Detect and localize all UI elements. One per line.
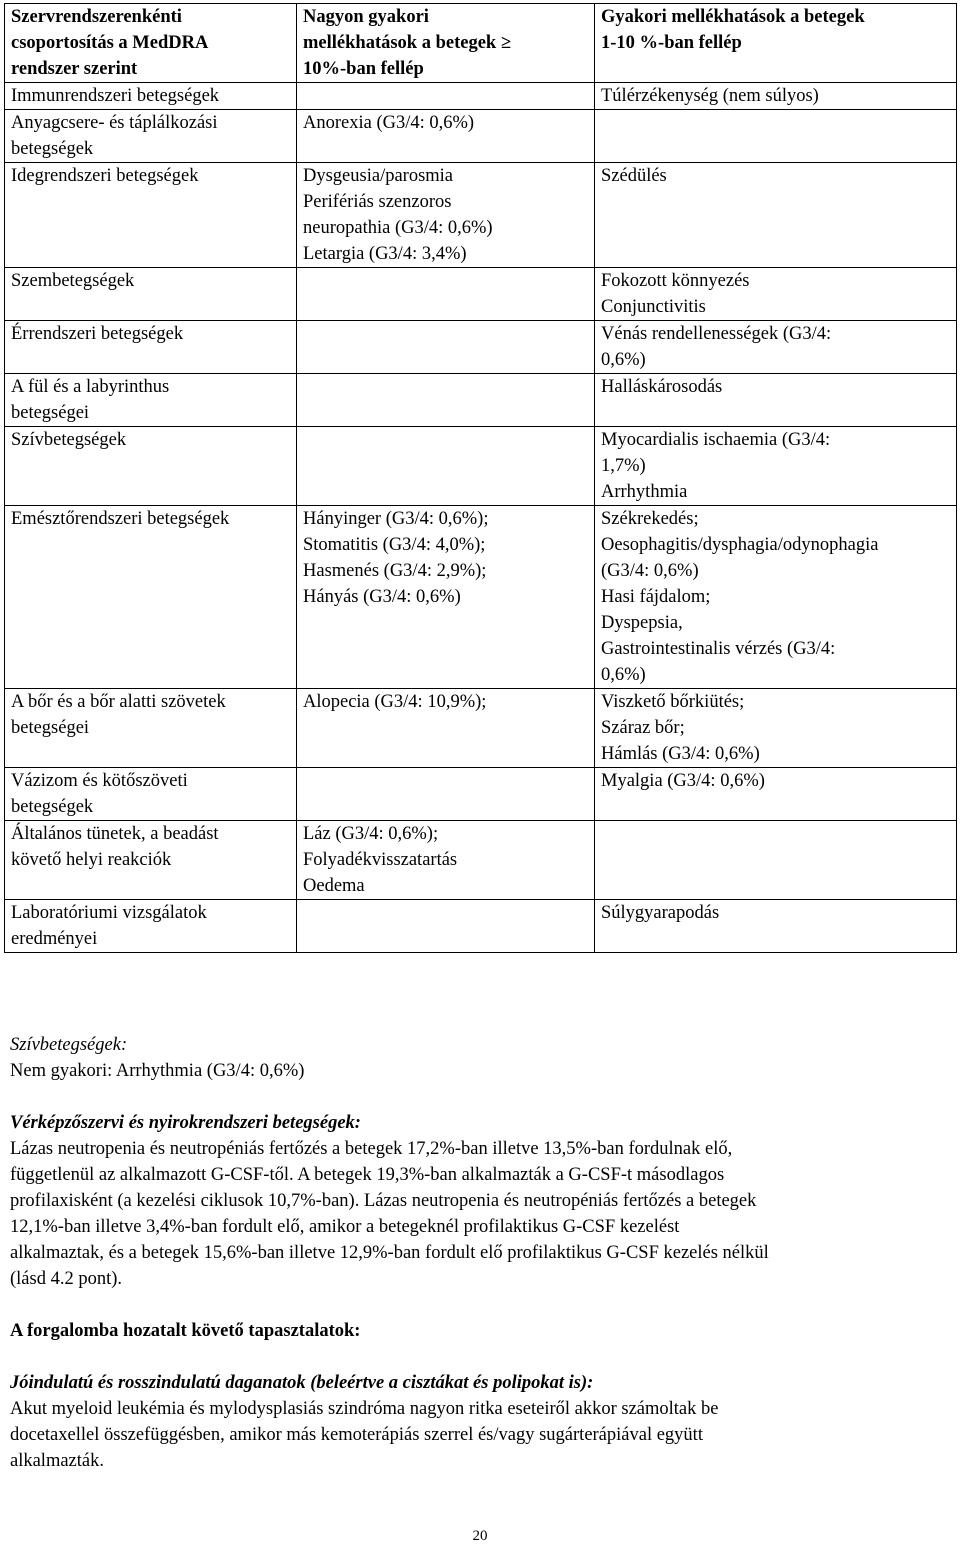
cell-organ-system: Érrendszeri betegségek xyxy=(5,321,297,374)
notes-section xyxy=(10,1032,950,1474)
table-row xyxy=(5,110,957,163)
cell-very-common xyxy=(297,768,595,821)
blood-text: Lázas neutropenia és neutropéniás fertőzés a betegek 17,2%-ban illetve 13,5%-ban fordulnak elő, függetlenül az alkalmazott G-CSF-től. A betegek 19,3%-ban alkalmazták a G-CSF-t másodlagos profilaxisként (a kezelési ciklusok 10,7%-ban). Lázas neutropenia és neutropéniás fertőzés a betegek 12,1%-ban illetve 3,4%-ban fordult elő, amikor a betegeknél profilaktikus G-CSF kezelést alkalmaztak, és a betegek 15,6%-ban illetve 12,9%-ban fordult elő profilaktikus G-CSF kezelés nélkül (lásd 4.2 pont). xyxy=(10,1139,769,1289)
table-row xyxy=(5,268,957,321)
adverse-reactions-table xyxy=(4,3,957,953)
cell-common: Fokozott könnyezés Conjunctivitis xyxy=(595,268,957,321)
header-very-common: Nagyon gyakori mellékhatások a betegek ≥ 10%-ban fellép xyxy=(297,4,595,83)
cell-common: Halláskárosodás xyxy=(595,374,957,427)
cell-very-common xyxy=(297,374,595,427)
cell-very-common: Dysgeusia/parosmia Perifériás szenzoros neuropathia (G3/4: 0,6%) Letargia (G3/4: 3,4%) xyxy=(297,163,595,268)
table-row xyxy=(5,427,957,506)
cell-very-common: Hányinger (G3/4: 0,6%); Stomatitis (G3/4: 4,0%); Hasmenés (G3/4: 2,9%); Hányás (G3/4: 0,6%) xyxy=(297,506,595,689)
cell-common: Székrekedés; Oesophagitis/dysphagia/odynophagia (G3/4: 0,6%) Hasi fájdalom; Dyspepsia, Gastrointestinalis vérzés (G3/4: 0,6%) xyxy=(595,506,957,689)
cell-organ-system: Általános tünetek, a beadást követő helyi reakciók xyxy=(5,821,297,900)
cell-very-common xyxy=(297,268,595,321)
header-organ-system: Szervrendszerenkénti csoportosítás a MedDRA rendszer szerint xyxy=(5,4,297,83)
cell-very-common: Láz (G3/4: 0,6%); Folyadékvisszatartás Oedema xyxy=(297,821,595,900)
cell-organ-system: Laboratóriumi vizsgálatok eredményei xyxy=(5,900,297,953)
table-row xyxy=(5,374,957,427)
postmarket-heading: A forgalomba hozatalt követő tapasztalatok: xyxy=(10,1321,361,1341)
cell-very-common xyxy=(297,900,595,953)
cell-organ-system: Emésztőrendszeri betegségek xyxy=(5,506,297,689)
heart-text: Nem gyakori: Arrhythmia (G3/4: 0,6%) xyxy=(10,1061,305,1081)
cell-common: Túlérzékenység (nem súlyos) xyxy=(595,83,957,110)
cell-organ-system: Immunrendszeri betegségek xyxy=(5,83,297,110)
cell-common xyxy=(595,821,957,900)
tumor-heading: Jóindulatú és rosszindulatú daganatok (beleértve a cisztákat és polipokat is): xyxy=(10,1373,594,1393)
cell-very-common: Anorexia (G3/4: 0,6%) xyxy=(297,110,595,163)
table-row xyxy=(5,821,957,900)
cell-common: Súlygyarapodás xyxy=(595,900,957,953)
page-number: 20 xyxy=(472,1528,488,1544)
tumor-text: Akut myeloid leukémia és mylodysplasiás szindróma nagyon ritka eseteiről akkor számoltak be docetaxellel összefüggésben, amikor más kemoterápiás szerrel és/vagy sugárterápiával együtt alkalmazták. xyxy=(10,1399,719,1471)
table-row xyxy=(5,321,957,374)
cell-very-common: Alopecia (G3/4: 10,9%); xyxy=(297,689,595,768)
cell-organ-system: A fül és a labyrinthus betegségei xyxy=(5,374,297,427)
cell-organ-system: Vázizom és kötőszöveti betegségek xyxy=(5,768,297,821)
cell-organ-system: Idegrendszeri betegségek xyxy=(5,163,297,268)
cell-common: Viszkető bőrkiütés; Száraz bőr; Hámlás (G3/4: 0,6%) xyxy=(595,689,957,768)
blood-heading: Vérképzőszervi és nyirokrendszeri betegségek: xyxy=(10,1113,361,1133)
cell-common: Vénás rendellenességek (G3/4: 0,6%) xyxy=(595,321,957,374)
cell-very-common xyxy=(297,321,595,374)
cell-organ-system: Szembetegségek xyxy=(5,268,297,321)
cell-common: Myalgia (G3/4: 0,6%) xyxy=(595,768,957,821)
table-header-row xyxy=(5,4,957,83)
table-row xyxy=(5,689,957,768)
cell-organ-system: Anyagcsere- és táplálkozási betegségek xyxy=(5,110,297,163)
header-common: Gyakori mellékhatások a betegek 1-10 %-ban fellép xyxy=(595,4,957,83)
cell-common: Myocardialis ischaemia (G3/4: 1,7%) Arrhythmia xyxy=(595,427,957,506)
cell-common: Szédülés xyxy=(595,163,957,268)
table-row xyxy=(5,163,957,268)
table-row xyxy=(5,83,957,110)
table-row xyxy=(5,768,957,821)
heart-heading: Szívbetegségek: xyxy=(10,1035,128,1055)
cell-very-common xyxy=(297,83,595,110)
table-row xyxy=(5,506,957,689)
cell-organ-system: A bőr és a bőr alatti szövetek betegségei xyxy=(5,689,297,768)
table-row xyxy=(5,900,957,953)
cell-very-common xyxy=(297,427,595,506)
cell-organ-system: Szívbetegségek xyxy=(5,427,297,506)
cell-common xyxy=(595,110,957,163)
